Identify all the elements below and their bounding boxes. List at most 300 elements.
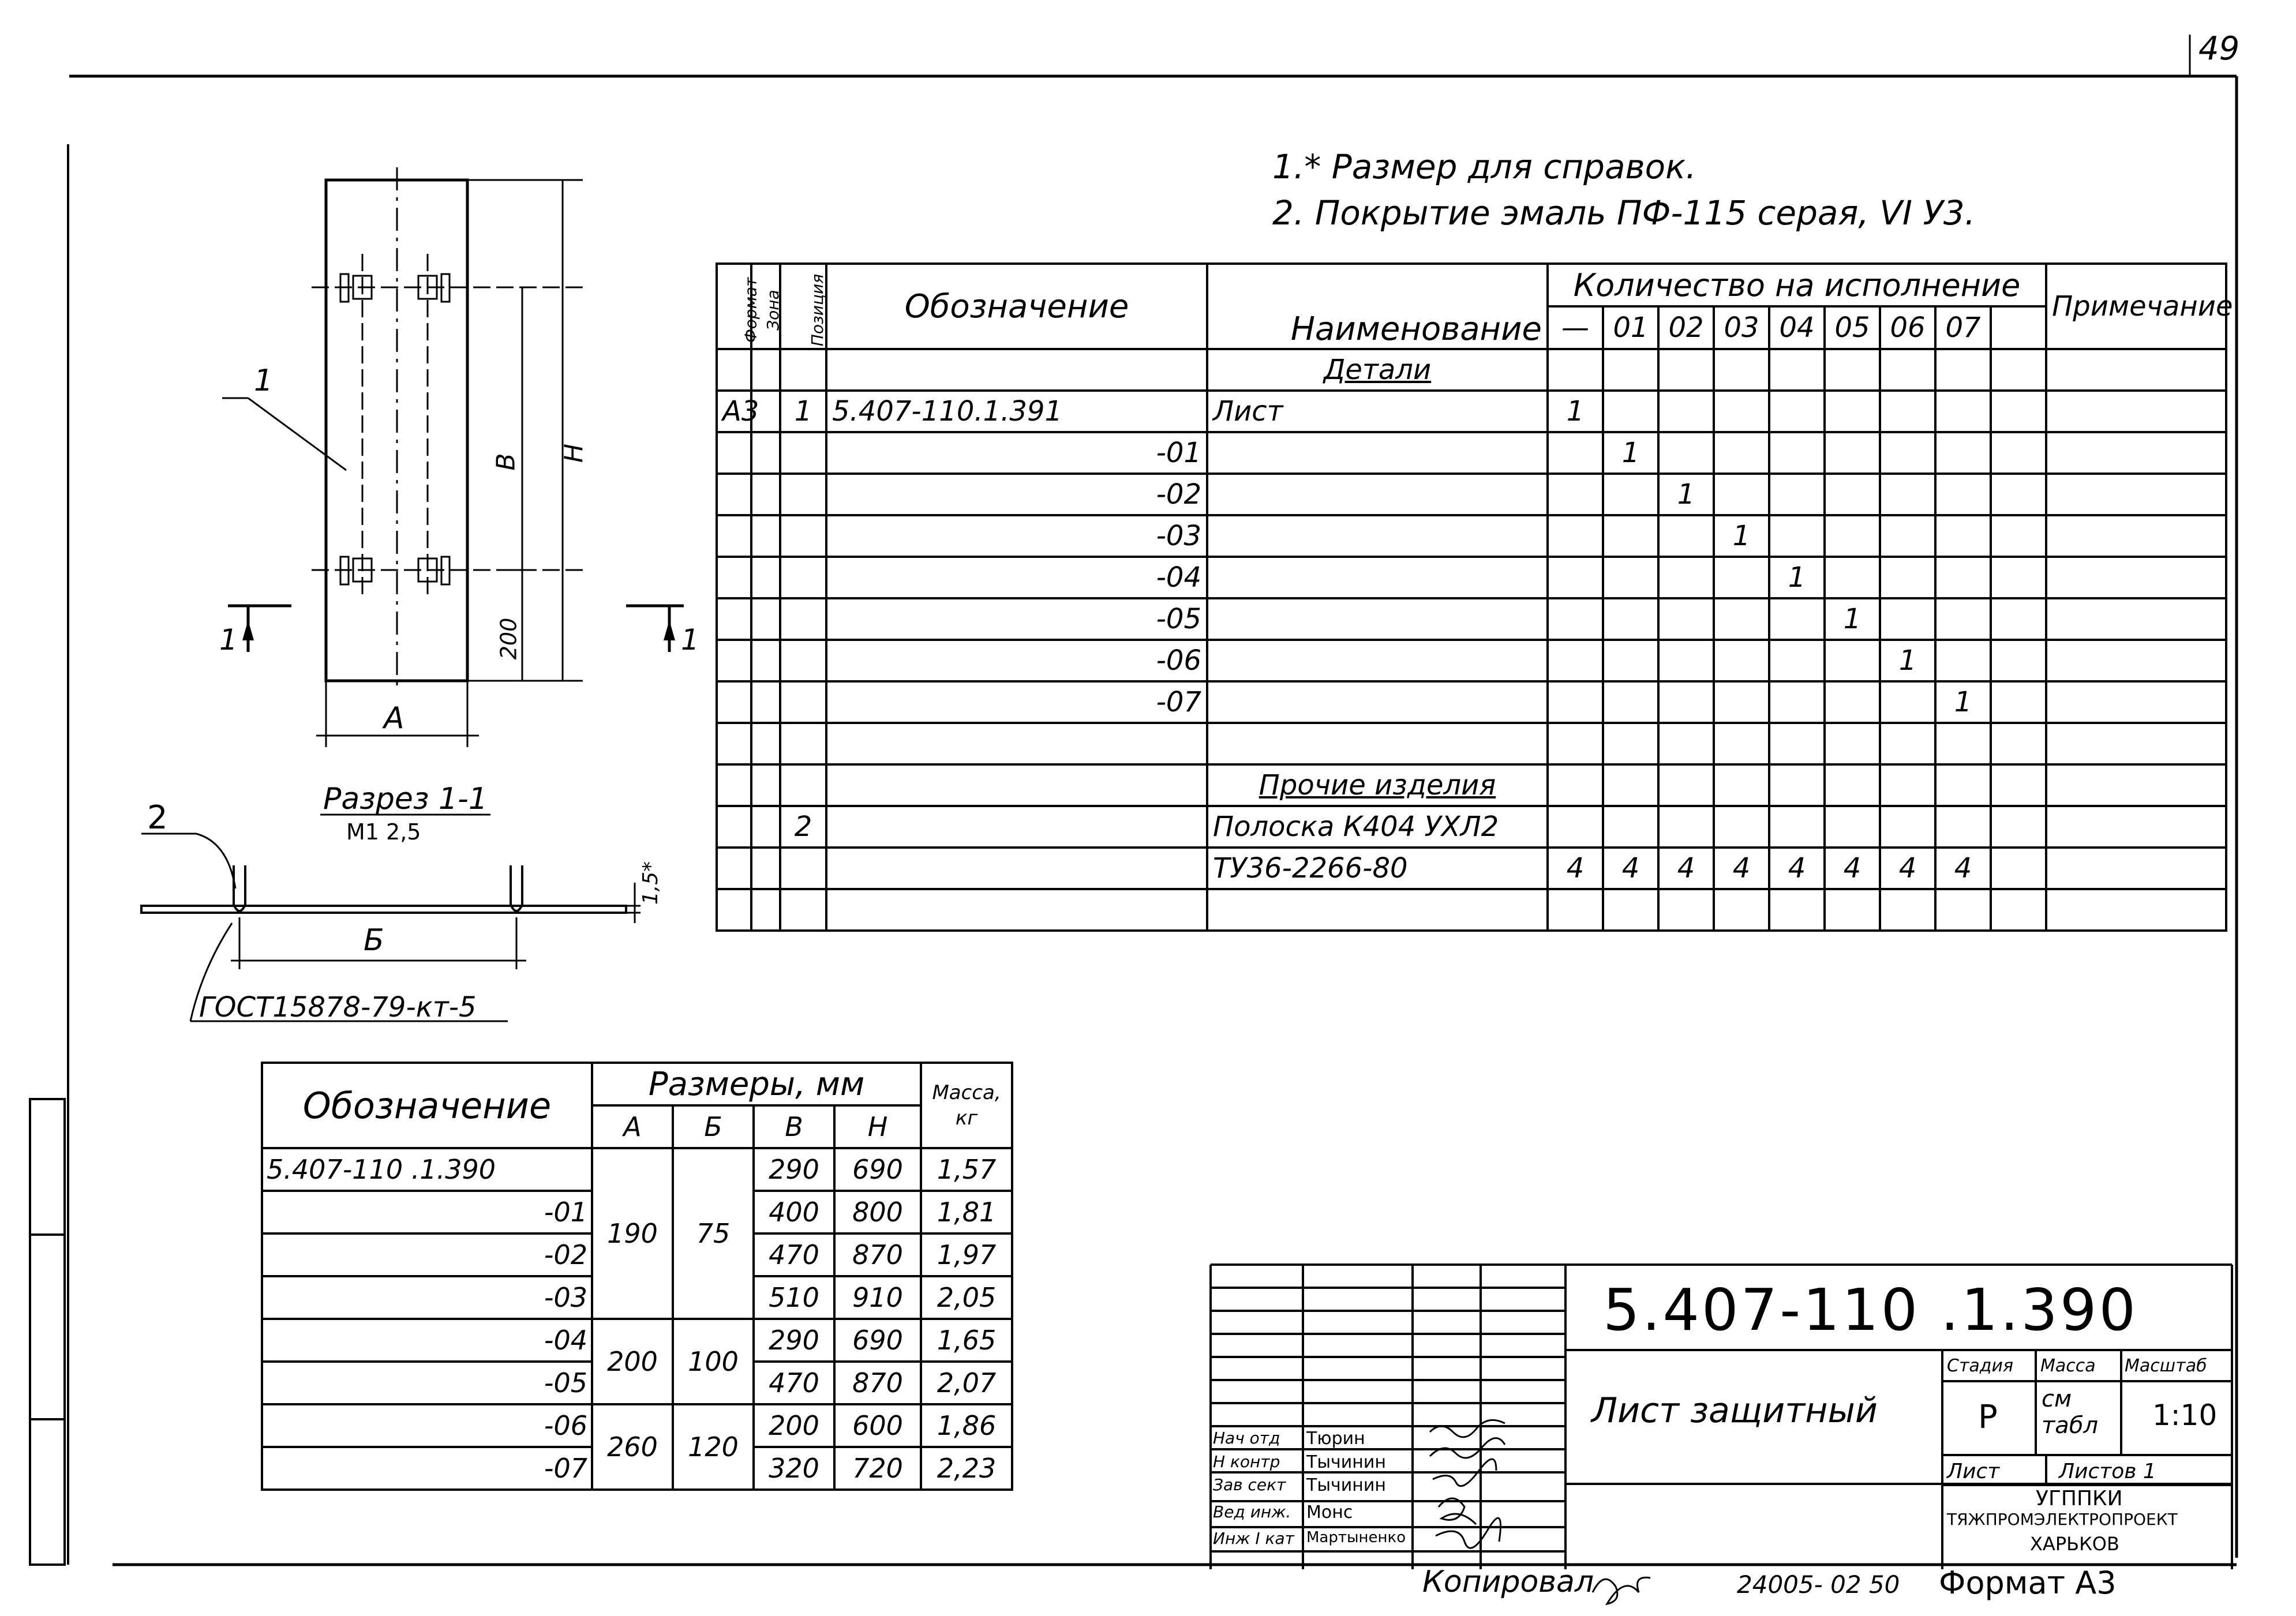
cell-qty bbox=[1548, 432, 1603, 474]
note-2: 2. Покрытие эмаль ПФ-115 серая, VI У3. bbox=[1272, 193, 1976, 233]
cell-zone bbox=[751, 598, 780, 640]
cell-qty bbox=[1991, 681, 2046, 723]
cell-qty bbox=[1548, 557, 1603, 598]
cell-qty bbox=[1991, 349, 2046, 391]
spec-row bbox=[717, 640, 2226, 681]
cell-name: Прочие изделия bbox=[1207, 764, 1548, 806]
size-header-mass: Масса, кг bbox=[921, 1063, 1012, 1148]
part-label: 1 bbox=[254, 363, 274, 398]
header-qty: Количество на исполнение bbox=[1548, 264, 2046, 306]
signature-role: Вед инж. bbox=[1213, 1502, 1291, 1521]
cell-format bbox=[717, 806, 751, 848]
copied-label: Копировал bbox=[1422, 1565, 1594, 1599]
cell-designation bbox=[826, 889, 1207, 931]
cell-designation: -07 bbox=[826, 681, 1207, 723]
cell-qty bbox=[1825, 515, 1880, 557]
stage-label: Стадия bbox=[1947, 1356, 2014, 1376]
cell-format bbox=[717, 848, 751, 889]
title-block bbox=[1211, 1265, 2232, 1569]
size-row bbox=[262, 1148, 1012, 1191]
cell-qty bbox=[1991, 889, 2046, 931]
size-mass: 1,81 bbox=[921, 1191, 1012, 1233]
cell-designation bbox=[826, 848, 1207, 889]
cell-qty: 4 bbox=[1548, 848, 1603, 889]
dim-a-label: А bbox=[384, 701, 404, 736]
qty-col-header: — bbox=[1548, 306, 1603, 349]
dim-thickness-label: 1,5* bbox=[639, 861, 663, 905]
cell-qty bbox=[1825, 557, 1880, 598]
cell-qty bbox=[1714, 349, 1769, 391]
cell-designation bbox=[826, 349, 1207, 391]
org-line-2: ТЯЖПРОМЭЛЕКТРОПРОЕКТ bbox=[1947, 1510, 2178, 1529]
spec-row bbox=[717, 432, 2226, 474]
org-line-1: УГППКИ bbox=[2036, 1487, 2123, 1510]
spec-row bbox=[717, 598, 2226, 640]
cell-format bbox=[717, 349, 751, 391]
cell-qty bbox=[1603, 889, 1658, 931]
size-h: 690 bbox=[834, 1148, 921, 1191]
cell-qty bbox=[1714, 764, 1769, 806]
size-v: 290 bbox=[754, 1148, 834, 1191]
cell-qty bbox=[1880, 889, 1935, 931]
size-a: 200 bbox=[592, 1319, 673, 1404]
cell-qty bbox=[1769, 515, 1825, 557]
size-designation: -06 bbox=[262, 1404, 592, 1447]
cell-qty: 4 bbox=[1603, 848, 1658, 889]
cell-qty bbox=[1935, 557, 1991, 598]
size-col-b: Б bbox=[673, 1105, 754, 1148]
signature-name: Тычинин bbox=[1306, 1475, 1386, 1495]
cell-name bbox=[1207, 889, 1548, 931]
cell-name: Полоска К404 УХЛ2 bbox=[1207, 806, 1548, 848]
cell-zone bbox=[751, 889, 780, 931]
size-header-sizes: Размеры, мм bbox=[592, 1063, 921, 1105]
size-mass: 2,23 bbox=[921, 1447, 1012, 1490]
qty-col-header: 04 bbox=[1769, 306, 1825, 349]
cell-position bbox=[780, 432, 826, 474]
cell-zone bbox=[751, 723, 780, 764]
cell-qty bbox=[1991, 557, 2046, 598]
cell-designation: -06 bbox=[826, 640, 1207, 681]
cell-qty: 1 bbox=[1658, 474, 1714, 515]
cell-qty: 1 bbox=[1603, 432, 1658, 474]
cell-qty bbox=[1880, 391, 1935, 432]
size-designation: -05 bbox=[262, 1362, 592, 1404]
cell-note bbox=[2046, 848, 2226, 889]
section-part-label: 2 bbox=[147, 799, 168, 837]
cell-note bbox=[2046, 681, 2226, 723]
cell-qty bbox=[1769, 474, 1825, 515]
cell-qty bbox=[1658, 640, 1714, 681]
note-1: 1.* Размер для справок. bbox=[1272, 147, 1696, 186]
cell-zone bbox=[751, 515, 780, 557]
cell-qty bbox=[1658, 391, 1714, 432]
cell-note bbox=[2046, 349, 2226, 391]
cell-name: ТУ36-2266-80 bbox=[1207, 848, 1548, 889]
qty-col-header bbox=[1991, 306, 2046, 349]
header-zone: Зона bbox=[751, 264, 780, 349]
size-row bbox=[262, 1319, 1012, 1362]
spec-row bbox=[717, 474, 2226, 515]
size-row bbox=[262, 1404, 1012, 1447]
size-b: 75 bbox=[673, 1148, 754, 1319]
cell-qty bbox=[1714, 889, 1769, 931]
cell-qty bbox=[1548, 764, 1603, 806]
signature-role: Нач отд bbox=[1213, 1428, 1280, 1448]
cell-qty bbox=[1658, 889, 1714, 931]
cell-qty bbox=[1603, 391, 1658, 432]
spec-row bbox=[717, 764, 2226, 806]
cell-qty bbox=[1880, 557, 1935, 598]
signature-name: Монс bbox=[1306, 1502, 1353, 1523]
size-col-v: В bbox=[754, 1105, 834, 1148]
cell-qty bbox=[1880, 349, 1935, 391]
cell-qty bbox=[1991, 432, 2046, 474]
spec-row bbox=[717, 349, 2226, 391]
cell-note bbox=[2046, 723, 2226, 764]
cell-qty bbox=[1658, 806, 1714, 848]
cell-qty bbox=[1658, 598, 1714, 640]
cell-qty bbox=[1991, 474, 2046, 515]
org-line-3: ХАРЬКОВ bbox=[2030, 1533, 2119, 1555]
size-h: 690 bbox=[834, 1319, 921, 1362]
cell-designation: -05 bbox=[826, 598, 1207, 640]
cell-qty bbox=[1548, 681, 1603, 723]
cell-qty bbox=[1658, 557, 1714, 598]
cell-note bbox=[2046, 806, 2226, 848]
stage-value: Р bbox=[1978, 1398, 1998, 1436]
cell-qty bbox=[1769, 349, 1825, 391]
cell-qty bbox=[1935, 640, 1991, 681]
size-mass: 2,07 bbox=[921, 1362, 1012, 1404]
cell-qty bbox=[1935, 349, 1991, 391]
cell-format bbox=[717, 515, 751, 557]
size-a: 260 bbox=[592, 1404, 673, 1490]
size-mass: 1,57 bbox=[921, 1148, 1012, 1191]
size-mass: 1,86 bbox=[921, 1404, 1012, 1447]
cell-qty bbox=[1935, 391, 1991, 432]
cell-position bbox=[780, 764, 826, 806]
cell-format bbox=[717, 764, 751, 806]
cell-position bbox=[780, 557, 826, 598]
cell-zone bbox=[751, 764, 780, 806]
cell-qty bbox=[1825, 432, 1880, 474]
cell-qty bbox=[1658, 723, 1714, 764]
cell-qty bbox=[1769, 598, 1825, 640]
section-scale: М1 2,5 bbox=[346, 819, 421, 845]
section-mark-left: 1 bbox=[219, 623, 238, 657]
cell-qty bbox=[1880, 474, 1935, 515]
cell-position bbox=[780, 349, 826, 391]
cell-qty bbox=[1658, 764, 1714, 806]
cell-qty: 4 bbox=[1935, 848, 1991, 889]
cell-designation: -01 bbox=[826, 432, 1207, 474]
cell-qty bbox=[1603, 598, 1658, 640]
size-designation: -03 bbox=[262, 1276, 592, 1319]
cell-qty: 1 bbox=[1714, 515, 1769, 557]
cell-qty: 1 bbox=[1769, 557, 1825, 598]
cell-name bbox=[1207, 681, 1548, 723]
cell-qty bbox=[1991, 848, 2046, 889]
cell-qty bbox=[1658, 432, 1714, 474]
signature-name: Мартыненко bbox=[1306, 1529, 1406, 1546]
sheets-label: Листов 1 bbox=[2059, 1460, 2156, 1483]
cell-qty bbox=[1880, 598, 1935, 640]
cell-qty bbox=[1991, 640, 2046, 681]
cell-qty bbox=[1825, 391, 1880, 432]
spec-row bbox=[717, 848, 2226, 889]
size-designation: 5.407-110 .1.390 bbox=[262, 1148, 592, 1191]
qty-col-header: 01 bbox=[1603, 306, 1658, 349]
cell-qty bbox=[1825, 723, 1880, 764]
cell-qty bbox=[1880, 681, 1935, 723]
cell-qty bbox=[1548, 723, 1603, 764]
cell-qty bbox=[1714, 723, 1769, 764]
cell-note bbox=[2046, 598, 2226, 640]
cell-note bbox=[2046, 640, 2226, 681]
signature-role: Н контр bbox=[1213, 1452, 1280, 1471]
cell-qty bbox=[1769, 723, 1825, 764]
size-mass: 1,65 bbox=[921, 1319, 1012, 1362]
cell-zone bbox=[751, 557, 780, 598]
cell-note bbox=[2046, 764, 2226, 806]
cell-qty bbox=[1769, 806, 1825, 848]
cell-qty: 4 bbox=[1825, 848, 1880, 889]
header-note: Примечание bbox=[2046, 264, 2226, 349]
cell-note bbox=[2046, 474, 2226, 515]
cell-qty bbox=[1603, 557, 1658, 598]
cell-qty bbox=[1769, 432, 1825, 474]
size-h: 600 bbox=[834, 1404, 921, 1447]
size-v: 510 bbox=[754, 1276, 834, 1319]
cell-qty bbox=[1714, 598, 1769, 640]
size-h: 870 bbox=[834, 1362, 921, 1404]
cell-qty bbox=[1548, 515, 1603, 557]
mass-label: Масса bbox=[2040, 1356, 2096, 1376]
cell-qty bbox=[1825, 681, 1880, 723]
size-h: 800 bbox=[834, 1191, 921, 1233]
size-designation: -01 bbox=[262, 1191, 592, 1233]
section-mark-right: 1 bbox=[681, 623, 699, 657]
dim-b-label: В bbox=[491, 453, 521, 471]
cell-name bbox=[1207, 640, 1548, 681]
cell-position bbox=[780, 474, 826, 515]
cell-qty bbox=[1603, 640, 1658, 681]
cell-qty bbox=[1658, 349, 1714, 391]
cell-qty bbox=[1714, 681, 1769, 723]
spec-row bbox=[717, 515, 2226, 557]
cell-position bbox=[780, 598, 826, 640]
cell-qty: 4 bbox=[1658, 848, 1714, 889]
cell-name bbox=[1207, 432, 1548, 474]
cell-qty bbox=[1991, 515, 2046, 557]
cell-format bbox=[717, 557, 751, 598]
cell-designation: -03 bbox=[826, 515, 1207, 557]
cell-qty bbox=[1825, 806, 1880, 848]
dim-h-label: Н bbox=[559, 443, 589, 463]
spec-row bbox=[717, 806, 2226, 848]
size-v: 290 bbox=[754, 1319, 834, 1362]
cell-qty bbox=[1714, 391, 1769, 432]
cell-qty bbox=[1603, 681, 1658, 723]
cell-zone bbox=[751, 349, 780, 391]
cell-qty bbox=[1935, 515, 1991, 557]
cell-qty: 4 bbox=[1769, 848, 1825, 889]
cell-qty bbox=[1603, 723, 1658, 764]
cell-qty: 1 bbox=[1548, 391, 1603, 432]
cell-format bbox=[717, 681, 751, 723]
size-v: 320 bbox=[754, 1447, 834, 1490]
size-h: 720 bbox=[834, 1447, 921, 1490]
cell-format: А3 bbox=[717, 391, 751, 432]
cell-position bbox=[780, 889, 826, 931]
size-h: 870 bbox=[834, 1233, 921, 1276]
cell-qty bbox=[1548, 474, 1603, 515]
cell-qty bbox=[1991, 806, 2046, 848]
cell-qty bbox=[1825, 474, 1880, 515]
scale-label: Масштаб bbox=[2125, 1356, 2207, 1376]
cell-qty bbox=[1714, 474, 1769, 515]
section-title: Разрез 1-1 bbox=[323, 782, 488, 816]
size-b: 120 bbox=[673, 1404, 754, 1490]
cell-designation bbox=[826, 764, 1207, 806]
dim-200-label: 200 bbox=[496, 617, 522, 660]
cell-qty bbox=[1769, 391, 1825, 432]
qty-col-header: 06 bbox=[1880, 306, 1935, 349]
size-v: 400 bbox=[754, 1191, 834, 1233]
cell-position: 2 bbox=[780, 806, 826, 848]
size-mass: 1,97 bbox=[921, 1233, 1012, 1276]
size-mass: 2,05 bbox=[921, 1276, 1012, 1319]
cell-qty bbox=[1714, 557, 1769, 598]
spec-row bbox=[717, 557, 2226, 598]
size-v: 470 bbox=[754, 1233, 834, 1276]
cell-name bbox=[1207, 474, 1548, 515]
cell-position bbox=[780, 848, 826, 889]
size-col-a: А bbox=[592, 1105, 673, 1148]
size-b: 100 bbox=[673, 1319, 754, 1404]
signature-role: Инж I кат bbox=[1213, 1529, 1294, 1548]
cell-qty bbox=[1603, 806, 1658, 848]
cell-qty bbox=[1991, 764, 2046, 806]
cell-qty bbox=[1991, 598, 2046, 640]
scale-value: 1:10 bbox=[2152, 1398, 2218, 1432]
size-v: 470 bbox=[754, 1362, 834, 1404]
cell-qty bbox=[1935, 806, 1991, 848]
order-number: 24005- 02 50 bbox=[1737, 1570, 1900, 1599]
cell-qty: 4 bbox=[1714, 848, 1769, 889]
spec-row bbox=[717, 681, 2226, 723]
cell-designation: -04 bbox=[826, 557, 1207, 598]
size-designation: -02 bbox=[262, 1233, 592, 1276]
cell-name bbox=[1207, 515, 1548, 557]
size-h: 910 bbox=[834, 1276, 921, 1319]
cell-qty bbox=[1935, 889, 1991, 931]
cell-qty bbox=[1714, 806, 1769, 848]
sheet-label: Лист bbox=[1947, 1460, 2000, 1483]
signature-role: Зав сект bbox=[1213, 1475, 1286, 1494]
qty-col-header: 03 bbox=[1714, 306, 1769, 349]
cell-qty bbox=[1991, 391, 2046, 432]
cell-position bbox=[780, 681, 826, 723]
header-position: Позиция bbox=[780, 264, 826, 349]
cell-qty bbox=[1935, 474, 1991, 515]
cell-format bbox=[717, 474, 751, 515]
spec-row bbox=[717, 889, 2226, 931]
cell-position: 1 bbox=[780, 391, 826, 432]
cell-qty bbox=[1825, 889, 1880, 931]
cell-qty: 4 bbox=[1880, 848, 1935, 889]
cell-qty bbox=[1825, 349, 1880, 391]
cell-name bbox=[1207, 557, 1548, 598]
cell-qty: 1 bbox=[1825, 598, 1880, 640]
header-name: Наименование bbox=[1207, 264, 1548, 349]
signature-name: Тюрин bbox=[1306, 1428, 1365, 1449]
cell-qty bbox=[1714, 432, 1769, 474]
spec-row bbox=[717, 723, 2226, 764]
format-label: Формат А3 bbox=[1939, 1565, 2117, 1601]
cell-designation bbox=[826, 806, 1207, 848]
doc-title: Лист защитный bbox=[1591, 1390, 1878, 1431]
cell-name bbox=[1207, 723, 1548, 764]
cell-qty bbox=[1880, 764, 1935, 806]
size-designation: -04 bbox=[262, 1319, 592, 1362]
qty-col-header: 02 bbox=[1658, 306, 1714, 349]
cell-qty bbox=[1714, 640, 1769, 681]
signature-name: Тычинин bbox=[1306, 1452, 1386, 1472]
cell-qty bbox=[1603, 474, 1658, 515]
mass-value: см табл bbox=[2042, 1386, 2099, 1439]
cell-qty bbox=[1935, 432, 1991, 474]
sizes-table bbox=[261, 1062, 1013, 1491]
cell-position bbox=[780, 640, 826, 681]
qty-col-header: 07 bbox=[1935, 306, 1991, 349]
header-designation: Обозначение bbox=[826, 264, 1207, 349]
cell-qty: 1 bbox=[1935, 681, 1991, 723]
cell-zone bbox=[751, 474, 780, 515]
cell-zone bbox=[751, 640, 780, 681]
spec-row bbox=[717, 391, 2226, 432]
cell-designation bbox=[826, 723, 1207, 764]
cell-qty bbox=[1880, 515, 1935, 557]
cell-note bbox=[2046, 515, 2226, 557]
cell-qty bbox=[1548, 806, 1603, 848]
cell-qty: 1 bbox=[1880, 640, 1935, 681]
cell-format bbox=[717, 598, 751, 640]
cell-format bbox=[717, 889, 751, 931]
cell-name: Детали bbox=[1207, 349, 1548, 391]
cell-qty bbox=[1548, 640, 1603, 681]
qty-col-header: 05 bbox=[1825, 306, 1880, 349]
header-format: Формат bbox=[717, 264, 751, 349]
cell-qty bbox=[1991, 723, 2046, 764]
size-a: 190 bbox=[592, 1148, 673, 1319]
cell-qty bbox=[1769, 889, 1825, 931]
cell-qty bbox=[1880, 723, 1935, 764]
cell-position bbox=[780, 515, 826, 557]
cell-zone bbox=[751, 681, 780, 723]
cell-qty bbox=[1658, 515, 1714, 557]
cell-zone bbox=[751, 432, 780, 474]
cell-qty bbox=[1603, 764, 1658, 806]
gost-label: ГОСТ15878-79-кт-5 bbox=[199, 991, 477, 1023]
dim-bb-label: Б bbox=[364, 923, 384, 958]
cell-qty bbox=[1935, 723, 1991, 764]
cell-name bbox=[1207, 598, 1548, 640]
cell-note bbox=[2046, 391, 2226, 432]
cell-note bbox=[2046, 557, 2226, 598]
cell-position bbox=[780, 723, 826, 764]
